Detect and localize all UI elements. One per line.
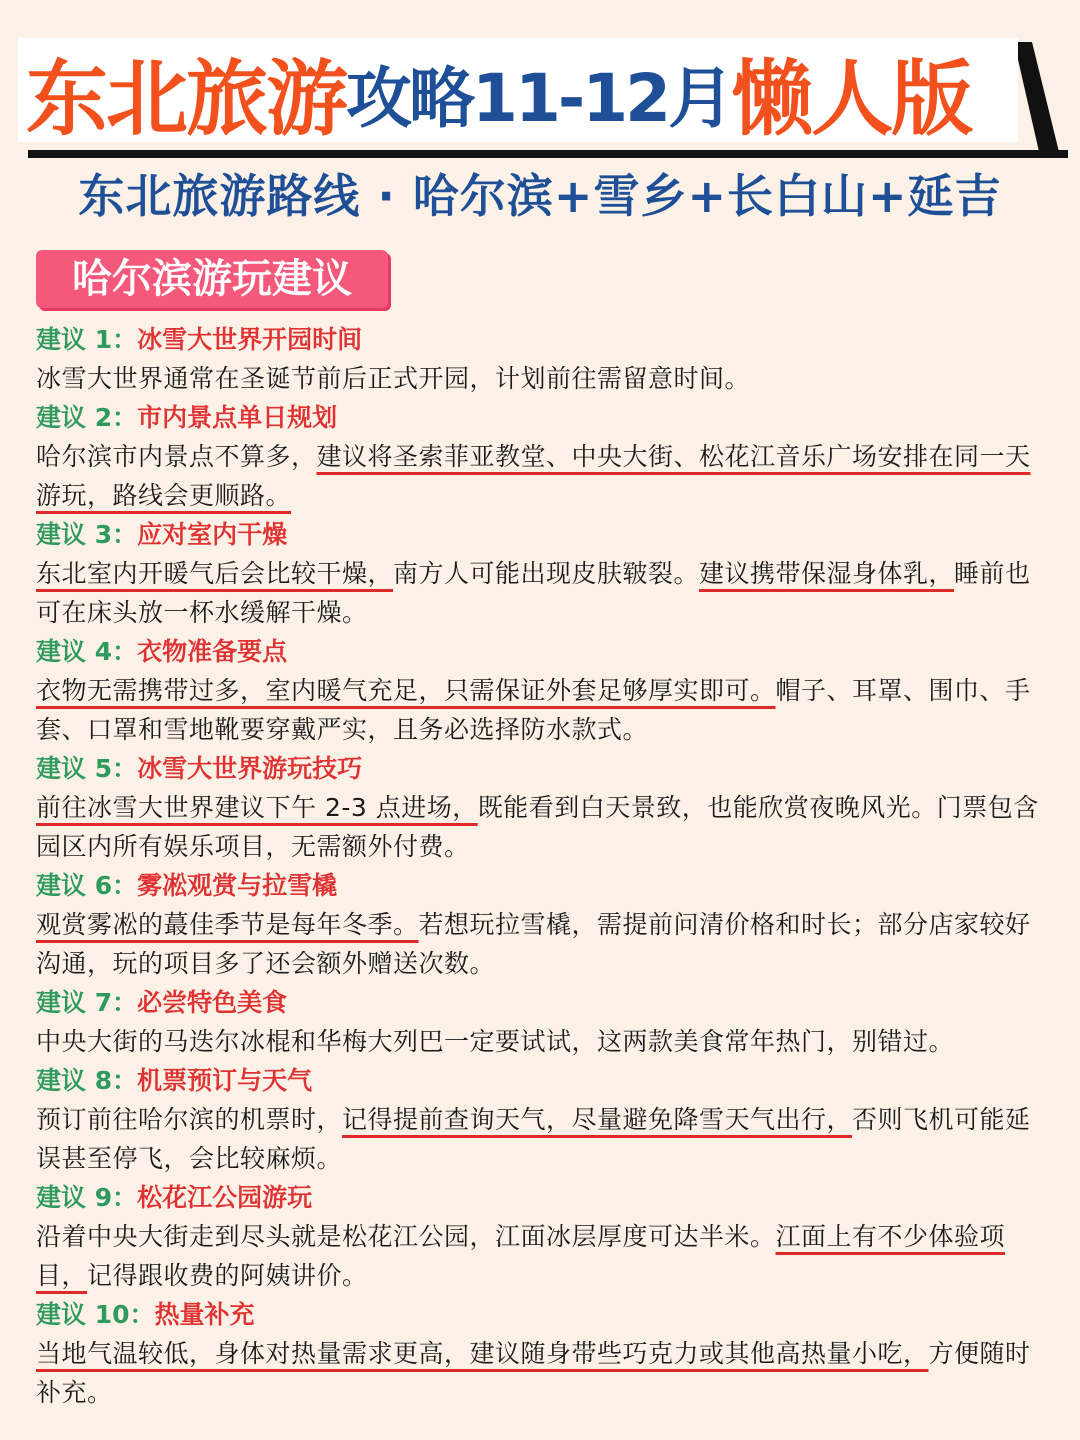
- tip-text: 沿着中央大街走到尽头就是松花江公园，江面冰层厚度可达半米。: [36, 1222, 776, 1251]
- tip-number: 建议 10：: [36, 1300, 155, 1329]
- tip-body: [36, 905, 1056, 983]
- tip-text-highlight: 衣物无需携带过多，室内暖气充足，只需保证外套足够厚实即可。: [36, 676, 776, 705]
- tip-heading: [36, 515, 1056, 554]
- tip-text-highlight: 记得提前查询天气，尽量避免降雪天气出行，: [342, 1105, 853, 1134]
- tip-text: 冰雪大世界通常在圣诞节前后正式开园，计划前往需留意时间。: [36, 364, 751, 393]
- tip-body: [36, 437, 1056, 515]
- tip-body: [36, 671, 1056, 749]
- tip-title: 冰雪大世界开园时间: [137, 325, 363, 354]
- tip-body: [36, 1217, 1056, 1295]
- tip-title: 松花江公园游玩: [137, 1183, 313, 1212]
- tip-item: [36, 398, 1056, 515]
- tip-item: [36, 1061, 1056, 1178]
- title-part-2: 攻略11-12月: [346, 59, 732, 137]
- tip-body: [36, 554, 1056, 632]
- tip-number: 建议 7：: [36, 988, 138, 1017]
- tip-item: [36, 1295, 1056, 1412]
- tip-text-highlight: 建议携带保湿身体乳，: [699, 559, 955, 588]
- tip-item: [36, 632, 1056, 749]
- tip-heading: [36, 749, 1056, 788]
- tip-item: [36, 320, 1056, 398]
- tip-number: 建议 1：: [36, 325, 138, 354]
- tip-item: [36, 515, 1056, 632]
- tip-title: 应对室内干燥: [137, 520, 288, 549]
- tip-heading: [36, 1178, 1056, 1217]
- tip-title: 必尝特色美食: [137, 988, 288, 1017]
- title-banner: [0, 38, 1080, 158]
- tip-text-highlight: 建议将圣索菲亚教堂、中央大街、松花江音乐广场安排在同一天游玩，路线会更顺路。: [36, 442, 1031, 510]
- tip-heading: [36, 320, 1056, 359]
- tips-list: [36, 320, 1056, 1412]
- tip-heading: [36, 983, 1056, 1022]
- tip-number: 建议 4：: [36, 637, 138, 666]
- tip-body: [36, 1022, 1056, 1061]
- tip-heading: [36, 632, 1056, 671]
- tip-body: [36, 359, 1056, 398]
- tip-text: 既能看到白天景致，也能欣赏夜晚风光。门票包含园区内所有娱乐项目，无需额外付费。: [36, 793, 1039, 861]
- tip-text: 帽子、耳罩、围巾、手套、口罩和雪地靴要穿戴严实，且务必选择防水款式。: [36, 676, 1031, 744]
- tip-heading: [36, 866, 1056, 905]
- tip-body: [36, 1334, 1056, 1412]
- tip-title: 市内景点单日规划: [137, 403, 338, 432]
- tip-text: 南方人可能出现皮肤皲裂。: [393, 559, 700, 588]
- tip-item: [36, 1178, 1056, 1295]
- tip-number: 建议 6：: [36, 871, 138, 900]
- tip-number: 建议 2：: [36, 403, 138, 432]
- tip-text-highlight: 当地气温较低，身体对热量需求更高，建议随身带些巧克力或其他高热量小吃，: [36, 1339, 929, 1368]
- tip-item: [36, 749, 1056, 866]
- tip-title: 机票预订与天气: [137, 1066, 313, 1095]
- tip-item: [36, 983, 1056, 1061]
- tip-text: 方便随时补充。: [36, 1339, 1031, 1407]
- tip-number: 建议 3：: [36, 520, 138, 549]
- tip-heading: [36, 1295, 1056, 1334]
- tip-text-highlight: 观赏雾凇的蕞佳季节是每年冬季。: [36, 910, 419, 939]
- tip-number: 建议 8：: [36, 1066, 138, 1095]
- tip-text: 预订前往哈尔滨的机票时，: [36, 1105, 343, 1134]
- tip-body: [36, 788, 1056, 866]
- tip-text-highlight: 东北室内开暖气后会比较干燥，: [36, 559, 394, 588]
- tip-heading: [36, 398, 1056, 437]
- tip-text: 记得跟收费的阿姨讲价。: [87, 1261, 368, 1290]
- tip-title: 热量补充: [154, 1300, 255, 1329]
- tip-text: 否则飞机可能延误甚至停飞，会比较麻烦。: [36, 1105, 1031, 1173]
- tip-title: 雾凇观赏与拉雪橇: [137, 871, 338, 900]
- tip-text: 中央大街的马迭尔冰棍和华梅大列巴一定要试试，这两款美食常年热门，别错过。: [36, 1027, 955, 1056]
- tip-number: 建议 5：: [36, 754, 138, 783]
- tip-text: 若想玩拉雪橇，需提前问清价格和时长；部分店家较好沟通，玩的项目多了还会额外赠送次数。: [36, 910, 1031, 978]
- tip-title: 冰雪大世界游玩技巧: [137, 754, 363, 783]
- page-title: [26, 44, 972, 147]
- tip-text-highlight: 前往冰雪大世界建议下午 2-3 点进场，: [36, 793, 478, 822]
- section-badge: 哈尔滨游玩建议: [36, 250, 388, 308]
- title-underline: [28, 150, 1068, 158]
- tip-item: [36, 866, 1056, 983]
- tip-text: 睡前也可在床头放一杯水缓解干燥。: [36, 559, 1031, 627]
- tip-heading: [36, 1061, 1056, 1100]
- tip-number: 建议 9：: [36, 1183, 138, 1212]
- tip-body: [36, 1100, 1056, 1178]
- tip-title: 衣物准备要点: [137, 637, 288, 666]
- title-part-1: 东北旅游: [26, 51, 347, 147]
- tip-text: 哈尔滨市内景点不算多，: [36, 442, 317, 471]
- route-subtitle: 东北旅游路线 · 哈尔滨+雪乡+长白山+延吉: [78, 169, 1002, 223]
- title-part-3: 懒人版: [731, 51, 972, 147]
- tip-text-highlight: 江面上有不少体验项目，: [36, 1222, 1006, 1290]
